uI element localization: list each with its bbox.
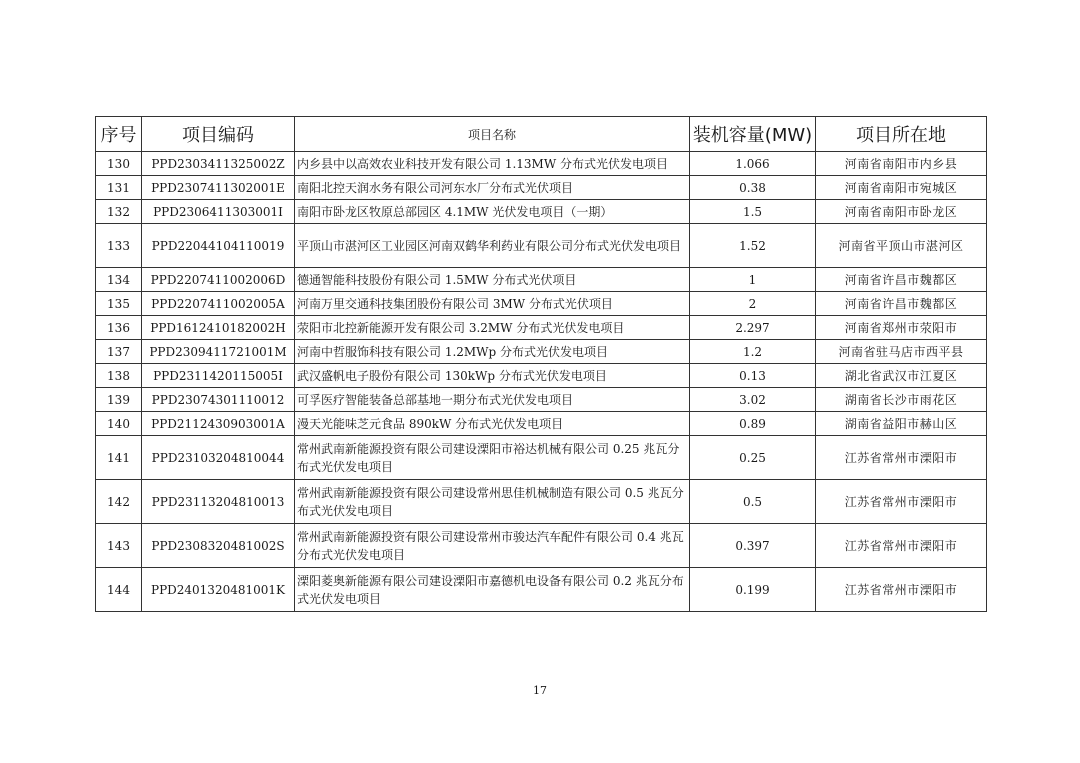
cell-code: PPD22044104110019 bbox=[142, 224, 295, 268]
table-row bbox=[96, 292, 987, 316]
table-row bbox=[96, 524, 987, 568]
cell-location: 江苏省常州市溧阳市 bbox=[816, 524, 987, 568]
cell-capacity: 0.38 bbox=[690, 176, 816, 200]
cell-name: 内乡县中以高效农业科技开发有限公司 1.13MW 分布式光伏发电项目 bbox=[295, 152, 690, 176]
cell-name: 可孚医疗智能装备总部基地一期分布式光伏发电项目 bbox=[295, 388, 690, 412]
cell-name: 荥阳市北控新能源开发有限公司 3.2MW 分布式光伏发电项目 bbox=[295, 316, 690, 340]
cell-index: 141 bbox=[96, 436, 142, 480]
cell-capacity: 2.297 bbox=[690, 316, 816, 340]
cell-capacity: 3.02 bbox=[690, 388, 816, 412]
cell-code: PPD2303411325002Z bbox=[142, 152, 295, 176]
table-row bbox=[96, 176, 987, 200]
cell-location: 河南省南阳市内乡县 bbox=[816, 152, 987, 176]
cell-code: PPD1612410182002H bbox=[142, 316, 295, 340]
cell-location: 河南省许昌市魏都区 bbox=[816, 268, 987, 292]
cell-location: 河南省郑州市荥阳市 bbox=[816, 316, 987, 340]
table-row bbox=[96, 568, 987, 612]
cell-index: 130 bbox=[96, 152, 142, 176]
cell-capacity: 1.52 bbox=[690, 224, 816, 268]
cell-name: 德通智能科技股份有限公司 1.5MW 分布式光伏项目 bbox=[295, 268, 690, 292]
cell-name: 南阳市卧龙区牧原总部园区 4.1MW 光伏发电项目（一期） bbox=[295, 200, 690, 224]
table-row bbox=[96, 412, 987, 436]
cell-name: 溧阳菱奥新能源有限公司建设溧阳市嘉德机电设备有限公司 0.2 兆瓦分布式光伏发电项目 bbox=[295, 568, 690, 612]
cell-code: PPD2308320481002S bbox=[142, 524, 295, 568]
cell-capacity: 1.2 bbox=[690, 340, 816, 364]
table-row bbox=[96, 268, 987, 292]
cell-index: 135 bbox=[96, 292, 142, 316]
header-name: 项目名称 bbox=[295, 117, 690, 152]
cell-name: 常州武南新能源投资有限公司建设溧阳市裕达机械有限公司 0.25 兆瓦分布式光伏发电项目 bbox=[295, 436, 690, 480]
cell-index: 131 bbox=[96, 176, 142, 200]
cell-index: 136 bbox=[96, 316, 142, 340]
header-index: 序号 bbox=[96, 117, 142, 152]
cell-name: 河南万里交通科技集团股份有限公司 3MW 分布式光伏项目 bbox=[295, 292, 690, 316]
cell-index: 140 bbox=[96, 412, 142, 436]
cell-code: PPD23103204810044 bbox=[142, 436, 295, 480]
cell-location: 江苏省常州市溧阳市 bbox=[816, 568, 987, 612]
cell-index: 144 bbox=[96, 568, 142, 612]
cell-location: 河南省许昌市魏都区 bbox=[816, 292, 987, 316]
cell-code: PPD2112430903001A bbox=[142, 412, 295, 436]
cell-code: PPD2207411002006D bbox=[142, 268, 295, 292]
cell-capacity: 2 bbox=[690, 292, 816, 316]
cell-location: 湖南省长沙市雨花区 bbox=[816, 388, 987, 412]
cell-code: PPD23113204810013 bbox=[142, 480, 295, 524]
cell-index: 138 bbox=[96, 364, 142, 388]
header-capacity: 装机容量(MW) bbox=[690, 117, 816, 152]
cell-code: PPD2311420115005I bbox=[142, 364, 295, 388]
cell-capacity: 0.25 bbox=[690, 436, 816, 480]
table-row bbox=[96, 436, 987, 480]
cell-code: PPD23074301110012 bbox=[142, 388, 295, 412]
table-row bbox=[96, 316, 987, 340]
cell-name: 漫天光能味芝元食品 890kW 分布式光伏发电项目 bbox=[295, 412, 690, 436]
cell-index: 133 bbox=[96, 224, 142, 268]
cell-capacity: 1.066 bbox=[690, 152, 816, 176]
cell-code: PPD2306411303001I bbox=[142, 200, 295, 224]
cell-location: 河南省南阳市宛城区 bbox=[816, 176, 987, 200]
cell-code: PPD2207411002005A bbox=[142, 292, 295, 316]
cell-code: PPD2309411721001M bbox=[142, 340, 295, 364]
cell-location: 湖北省武汉市江夏区 bbox=[816, 364, 987, 388]
table-header-row bbox=[96, 117, 987, 152]
table-row bbox=[96, 200, 987, 224]
cell-location: 河南省南阳市卧龙区 bbox=[816, 200, 987, 224]
header-code: 项目编码 bbox=[142, 117, 295, 152]
project-table bbox=[95, 116, 987, 612]
table-row bbox=[96, 224, 987, 268]
cell-name: 常州武南新能源投资有限公司建设常州市骏达汽车配件有限公司 0.4 兆瓦分布式光伏发电项目 bbox=[295, 524, 690, 568]
cell-capacity: 0.397 bbox=[690, 524, 816, 568]
cell-code: PPD2307411302001E bbox=[142, 176, 295, 200]
cell-index: 132 bbox=[96, 200, 142, 224]
cell-name: 武汉盛帆电子股份有限公司 130kWp 分布式光伏发电项目 bbox=[295, 364, 690, 388]
cell-index: 137 bbox=[96, 340, 142, 364]
cell-name: 平顶山市湛河区工业园区河南双鹤华利药业有限公司分布式光伏发电项目 bbox=[295, 224, 690, 268]
cell-index: 143 bbox=[96, 524, 142, 568]
cell-name: 常州武南新能源投资有限公司建设常州思佳机械制造有限公司 0.5 兆瓦分布式光伏发电项目 bbox=[295, 480, 690, 524]
cell-capacity: 0.13 bbox=[690, 364, 816, 388]
cell-location: 湖南省益阳市赫山区 bbox=[816, 412, 987, 436]
cell-name: 南阳北控天润水务有限公司河东水厂分布式光伏项目 bbox=[295, 176, 690, 200]
cell-location: 江苏省常州市溧阳市 bbox=[816, 436, 987, 480]
table-row bbox=[96, 388, 987, 412]
table-row bbox=[96, 152, 987, 176]
table-row bbox=[96, 340, 987, 364]
cell-index: 139 bbox=[96, 388, 142, 412]
cell-capacity: 1.5 bbox=[690, 200, 816, 224]
cell-capacity: 0.199 bbox=[690, 568, 816, 612]
cell-location: 江苏省常州市溧阳市 bbox=[816, 480, 987, 524]
cell-code: PPD2401320481001K bbox=[142, 568, 295, 612]
table-row bbox=[96, 364, 987, 388]
cell-capacity: 1 bbox=[690, 268, 816, 292]
cell-index: 134 bbox=[96, 268, 142, 292]
page-number: 17 bbox=[533, 684, 547, 697]
cell-name: 河南中哲服饰科技有限公司 1.2MWp 分布式光伏发电项目 bbox=[295, 340, 690, 364]
cell-index: 142 bbox=[96, 480, 142, 524]
cell-capacity: 0.89 bbox=[690, 412, 816, 436]
header-location: 项目所在地 bbox=[816, 117, 987, 152]
cell-location: 河南省平顶山市湛河区 bbox=[816, 224, 987, 268]
cell-location: 河南省驻马店市西平县 bbox=[816, 340, 987, 364]
table-row bbox=[96, 480, 987, 524]
cell-capacity: 0.5 bbox=[690, 480, 816, 524]
